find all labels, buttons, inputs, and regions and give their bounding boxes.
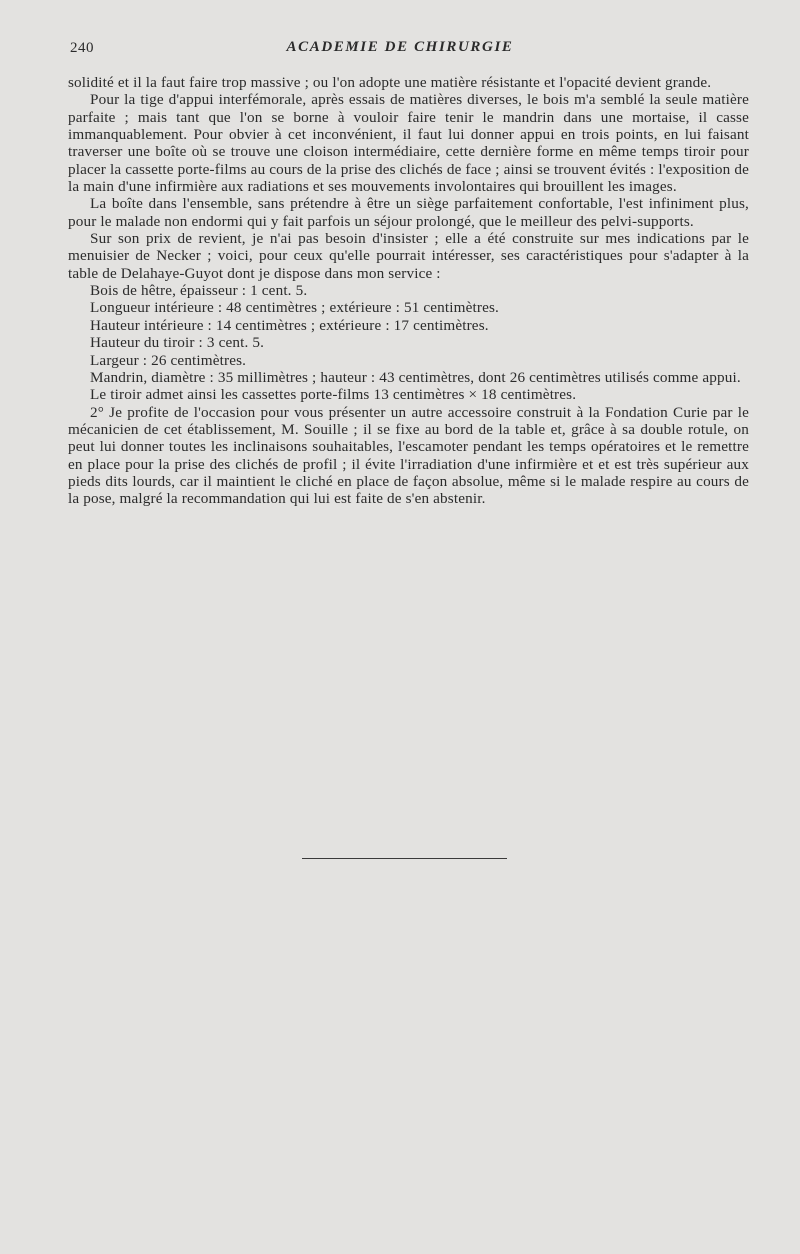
spec-line: Mandrin, diamètre : 35 millimètres ; hauteur : 43 centimètres, dont 26 centimètres utilisés comme appui. — [90, 368, 741, 386]
section-rule — [302, 858, 507, 859]
paragraph: Le tiroir admet ainsi les cassettes porte-films 13 centimètres × 18 centimètres. — [90, 386, 577, 404]
paragraph: La boîte dans l'ensemble, sans prétendre à être un siège parfaitement confortable, l'est infiniment plus, pour le malade non endormi qui y fait parfois un séjour prolongé, que le meilleur des pelvi-supports. — [68, 195, 749, 230]
paragraph: 2° Je profite de l'occasion pour vous présenter un autre accessoire construit à la Fondation Curie par le mécanicien de cet établissement, M. Souille ; il se fixe au bord de la table et, grâce à sa double rotule, on peut lui donner toutes les inclinaisons souhaitables, l'escamoter pendant les temps opératoires et le remettre en place pour la prise des clichés de profil ; il évite l'irradiation d'une infirmière et et est très supérieur aux pieds dits lourds, car il maintient le cliché en place de façon absolue, même si le malade respire au cours de la pose, malgré la recommandation qui lui est faite de s'en abstenir. — [68, 403, 749, 508]
paragraph: Sur son prix de revient, je n'ai pas besoin d'insister ; elle a été construite sur mes indications par le menuisier de Necker ; voici, pour ceux qu'elle pourrait intéresser, ses caractéristiques pour s'adapter à la table de Delahaye-Guyot dont je dispose dans mon service : — [68, 230, 749, 282]
running-head: ACADEMIE DE CHIRURGIE — [286, 39, 514, 55]
body-text — [68, 74, 749, 508]
spec-line: Bois de hêtre, épaisseur : 1 cent. 5. — [90, 282, 308, 300]
spec-line: Hauteur du tiroir : 3 cent. 5. — [90, 334, 265, 352]
page-number: 240 — [70, 40, 94, 56]
paragraph: solidité et il la faut faire trop massive ; ou l'on adopte une matière résistante et l'opacité devient grande. — [68, 74, 712, 91]
spec-line: Largeur : 26 centimètres. — [90, 351, 247, 369]
paragraph: Pour la tige d'appui interfémorale, après essais de matières diverses, le bois m'a semblé la seule matière parfaite ; mais tant que l'on se borne à vouloir faire tenir le mandrin dans une mortaise, il casse immanquablement. Pour obvier à cet inconvénient, il faut lui donner appui en trois points, en lui faisant traverser une boîte où se trouve une cloison intermédiaire, cette dernière forme en même temps tiroir pour placer la cassette porte-films au cours de la prise des clichés de face ; ainsi se trouvent évités : l'exposition de la main d'une infirmière aux radiations et ses mouvements involontaires qui brouillent les images. — [68, 91, 749, 196]
spec-line: Hauteur intérieure : 14 centimètres ; extérieure : 17 centimètres. — [90, 316, 489, 334]
spec-line: Longueur intérieure : 48 centimètres ; extérieure : 51 centimètres. — [90, 299, 499, 317]
